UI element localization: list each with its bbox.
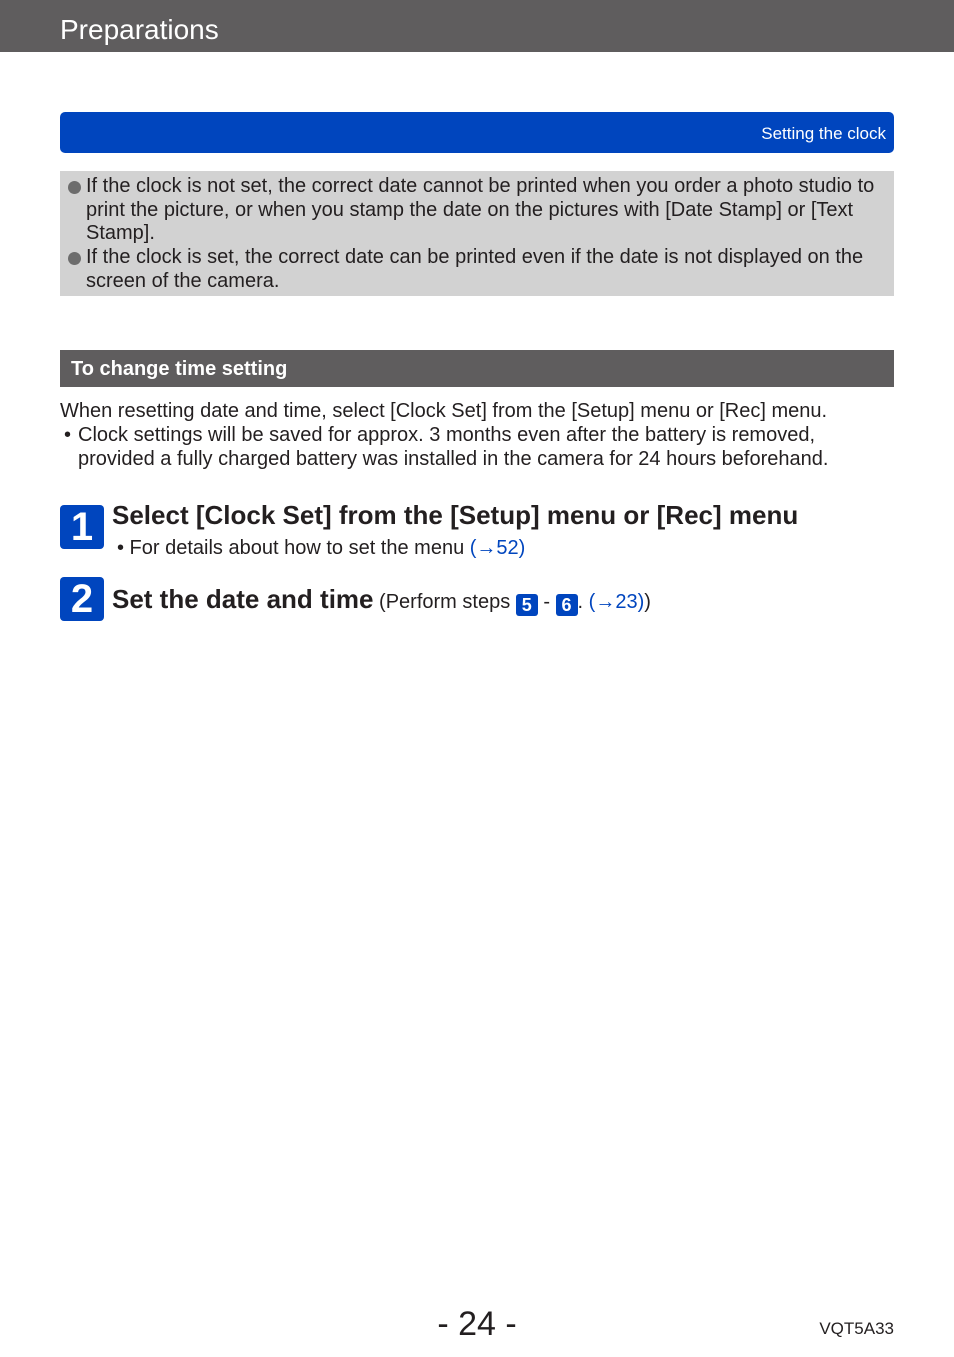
note-item bbox=[68, 175, 876, 246]
page-23-link[interactable]: (→23) bbox=[588, 591, 645, 613]
step-5-badge-icon: 5 bbox=[516, 594, 538, 616]
bullet-dot-icon bbox=[68, 252, 81, 265]
step-2-title: Set the date and time bbox=[112, 584, 374, 614]
subsection-title: To change time setting bbox=[71, 358, 288, 380]
document-code: VQT5A33 bbox=[819, 1319, 894, 1338]
step-2-badge: 2 bbox=[60, 577, 104, 621]
step-1-detail-text: • For details about how to set the menu bbox=[117, 537, 470, 559]
step-2-dash: - bbox=[537, 591, 556, 613]
section-bar bbox=[60, 112, 894, 153]
note-box bbox=[60, 171, 894, 296]
info-bullet bbox=[64, 423, 894, 471]
step-2-line bbox=[112, 583, 651, 618]
bullet-mark: • bbox=[64, 424, 72, 446]
page-number: - 24 - bbox=[437, 1305, 517, 1343]
note-text: If the clock is set, the correct date can be printed even if the date is not displayed on the screen of the camera. bbox=[86, 246, 864, 292]
note-text: If the clock is not set, the correct date cannot be printed when you order a photo studio to print the picture, or when you stamp the date on the pictures with [Date Stamp] or [Text Stamp]. bbox=[86, 175, 875, 244]
step-1-title: Select [Clock Set] from the [Setup] menu or [Rec] menu bbox=[112, 500, 799, 530]
step-2-paren-open: (Perform steps bbox=[373, 591, 516, 613]
page-52-link[interactable]: (→52) bbox=[469, 537, 526, 559]
top-header bbox=[0, 0, 954, 52]
step-2-paren-close: ) bbox=[644, 591, 651, 613]
step-6-badge-icon: 6 bbox=[556, 594, 578, 616]
note-item bbox=[68, 246, 876, 293]
step-2-period: . bbox=[577, 591, 589, 613]
intro-paragraph: When resetting date and time, select [Clock Set] from the [Setup] menu or [Rec] menu. bbox=[60, 400, 828, 422]
bullet-dot-icon bbox=[68, 181, 81, 194]
chapter-title: Preparations bbox=[60, 14, 219, 45]
step-1-detail bbox=[117, 536, 525, 560]
section-label: Setting the clock bbox=[761, 124, 886, 143]
step-1-badge: 1 bbox=[60, 505, 104, 549]
bullet-text: Clock settings will be saved for approx. 3 months even after the battery is removed, provided a fully charged battery was installed in the camera for 24 hours beforehand. bbox=[78, 424, 829, 470]
subsection-bar bbox=[60, 350, 894, 387]
